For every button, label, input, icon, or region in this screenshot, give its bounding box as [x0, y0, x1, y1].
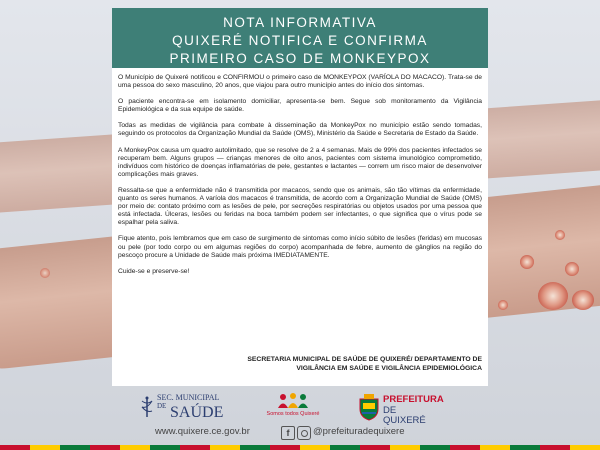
- paragraph: A MonkeyPox causa um quadro autolimitado, que se resolve de 2 a 4 semanas. Mais de 99% dos pacientes infectados se recuperam bem. Alguns grupos — crianças menores de oito anos, pacientes com sistema imunológico comprometido, indivíduos com histórico de doenças inflamatórias de pele, gestantes e lactantes — correm um risco maior de desenvolver complicações mais graves.: [118, 146, 482, 178]
- signature-line: SECRETARIA MUNICIPAL DE SAÚDE DE QUIXERÉ/ DEPARTAMENTO DE: [247, 356, 482, 363]
- lesion: [565, 262, 579, 276]
- facebook-icon[interactable]: f: [281, 426, 295, 440]
- paragraph: O paciente encontra-se em isolamento domiciliar, apresenta-se bem. Segue sob monitoramento da Vigilância Epidemiológica e da sua equipe de saúde.: [118, 98, 482, 114]
- somos-text: Somos todos Quixeré: [266, 411, 320, 417]
- people-icon: [261, 392, 325, 410]
- notice-body: [118, 74, 482, 284]
- coat-of-arms-icon: [358, 393, 380, 421]
- paragraph: Fique atento, pois lembramos que em caso de surgimento de sintomas como início súbito de lesões (feridas) em mucosas ou pele (por todo corpo ou em algumas regiões do corpo) acompanhada de febre, aumento de gânglios na região do pescoço procure a Unidade de Saúde mais próxima IMEDIATAMENTE.: [118, 235, 482, 259]
- sec-line2: DE: [157, 402, 167, 410]
- notice-card: [112, 68, 488, 386]
- lesion: [520, 255, 534, 269]
- caduceus-icon: [140, 396, 154, 418]
- header-title: NOTA INFORMATIVA: [223, 15, 377, 30]
- color-strip: [0, 445, 600, 450]
- somos-quixere-logo: [258, 392, 328, 422]
- header-subtitle-1: QUIXERÉ NOTIFICA E CONFIRMA: [172, 33, 428, 48]
- lesion: [40, 268, 50, 278]
- sec-line1: SEC. MUNICIPAL: [157, 393, 220, 402]
- paragraph: O Município de Quixeré notificou e CONFIRMOU o primeiro caso de MONKEYPOX (VARÍOLA DO MACACO). Trata-se de uma pessoa do sexo masculino, 20 anos, que viajou para outro município antes do início dos sintomas.: [118, 74, 482, 90]
- header-subtitle-2: PRIMEIRO CASO DE MONKEYPOX: [169, 51, 431, 66]
- signature: [118, 356, 482, 373]
- lesion: [538, 282, 568, 310]
- prefeitura-line1: PREFEITURA: [383, 394, 444, 405]
- logos-row: [140, 392, 444, 426]
- lesion: [555, 230, 565, 240]
- prefeitura-line2: DE QUIXERÉ: [383, 405, 426, 426]
- sec-line3: SAÚDE: [170, 404, 224, 421]
- instagram-icon[interactable]: [297, 426, 311, 440]
- header-banner: [112, 8, 488, 68]
- closing-line: Cuide-se e preserve-se!: [118, 267, 190, 275]
- lesion: [498, 300, 508, 310]
- prefeitura-logo: [358, 392, 444, 426]
- paragraph: Ressalta-se que a enfermidade não é transmitida por macacos, sendo que os animais, são tão vítimas da enfermidade, quanto os seres humanos. A varíola dos macacos é transmitida, de acordo com a Organização Mundial de Saúde (OMS) por meio de: contato próximo com as lesões de pele, por secreções respiratórias ou objetos usados por uma pessoa que está infectada. Úlceras, lesões ou feridas na boca também podem ser infectantes, o que significa que o vírus pode se espalhar pela saliva.: [118, 186, 482, 227]
- lesion: [572, 290, 594, 310]
- signature-line: VIGILÂNCIA EM SAÚDE E VIGILÂNCIA EPIDEMIOLÓGICA: [296, 364, 482, 372]
- sec-saude-logo: [140, 392, 230, 422]
- footer: [155, 426, 455, 440]
- paragraph: Todas as medidas de vigilância para combate à disseminação da MonkeyPox no município estão sendo tomadas, seguindo os protocolos da Organização Mundial da Saúde (OMS), Ministério da Saúde e Secretaria de Estado da Saúde.: [118, 122, 482, 138]
- website-link[interactable]: www.quixere.ce.gov.br: [155, 426, 250, 437]
- social-handle[interactable]: @prefeituradequixere: [313, 426, 405, 437]
